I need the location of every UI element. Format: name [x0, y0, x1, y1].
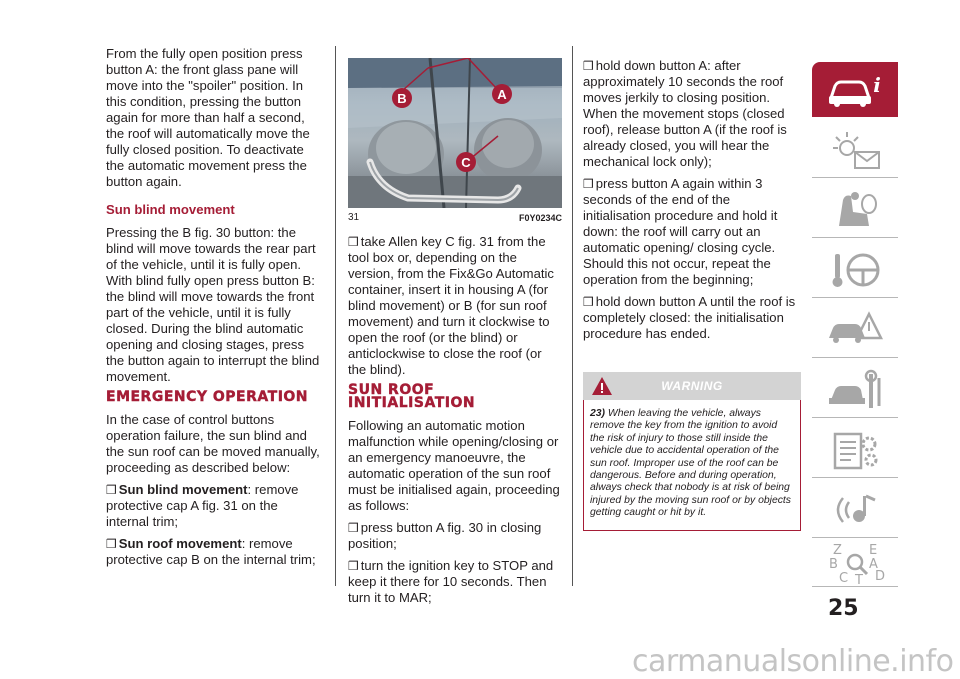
item-bold-label: Sun blind movement: [118, 482, 248, 497]
column-divider: [335, 46, 336, 586]
maintenance-tools-icon: [825, 368, 885, 412]
list-item: [348, 520, 562, 552]
callout-c-label: C: [461, 155, 471, 170]
tab-warning-lights[interactable]: [812, 122, 898, 178]
svg-text:i: i: [873, 72, 881, 97]
index-letters-icon: [825, 542, 885, 586]
index-letter-c: C: [839, 571, 849, 586]
emergency-car-icon: [825, 308, 885, 352]
tab-technical-data[interactable]: [812, 422, 898, 478]
checkbox-bullet-icon: ❒: [583, 59, 594, 73]
item-text: press button A again within 3 seconds of the end of the initialisation procedure and hold it down: the roof will carry out an automatic opening/ closing cycle. Should this not occur, repeat the operation from the beginning;: [583, 176, 778, 287]
safety-seat-icon: [825, 188, 885, 232]
warning-banner: [583, 372, 801, 400]
warning-title: WARNING: [661, 379, 723, 393]
checkbox-bullet-icon: ❒: [583, 295, 594, 309]
checkbox-bullet-icon: ❒: [348, 559, 359, 573]
figure-31-image: [348, 58, 562, 208]
tab-emergency[interactable]: [812, 302, 898, 358]
list-item: [348, 234, 562, 378]
list-item: [583, 176, 801, 288]
warning-box: [583, 400, 801, 531]
emergency-heading: EMERGENCY OPERATION: [106, 389, 309, 405]
item-bold-label: Sun roof movement: [118, 536, 242, 551]
init-paragraph: Following an automatic motion malfunction while opening/closing or an emergency manoeuvre, the automatic operation of the sun roof must be initialised again, proceeding as follows:: [348, 418, 560, 513]
footer-watermark: carmanualsonline.info: [632, 644, 954, 679]
warning-number: 23): [590, 408, 606, 419]
figure-code: F0Y0234C: [518, 213, 562, 223]
index-letter-b: B: [829, 557, 838, 572]
column-divider: [572, 46, 573, 586]
page-number: 25: [828, 596, 859, 621]
list-item: [348, 558, 562, 606]
item-text: : remove protective cap B on the internal trim;: [106, 536, 316, 567]
item-text: hold down button A until the roof is completely closed: the initialisation procedure has ended.: [583, 294, 796, 341]
column-1: [106, 46, 324, 574]
checkbox-bullet-icon: ❒: [106, 537, 117, 551]
index-letter-a: A: [869, 557, 878, 572]
technical-data-icon: [825, 428, 885, 472]
init-heading-line-1: SUN ROOF: [348, 382, 435, 398]
multimedia-icon: [825, 488, 885, 532]
sun-blind-paragraph: Pressing the B fig. 30 button: the blind will move towards the rear part of the vehicle, until it is fully open. With blind fully open press button B: the blind will move towards the front part of the vehicle, until it is fully closed. During the blind automatic opening and closing stages, press the button again to interrupt the blind movement.: [106, 225, 320, 384]
checkbox-bullet-icon: ❒: [583, 177, 594, 191]
car-info-icon: [825, 70, 885, 110]
item-text: press button A fig. 30 in closing position;: [348, 520, 542, 551]
warning-triangle-icon: [591, 376, 613, 396]
tab-maintenance[interactable]: [812, 362, 898, 418]
item-text: take Allen key C fig. 31 from the tool box or, depending on the version, from the Fix&Go Automatic container, insert it in housing A (for blind movement) or B (for sun roof movement) and turn it clockwise to open the roof (or the blind) or anticlockwise to close the roof (or the blind).: [348, 234, 554, 377]
sunroof-interior-illustration: [348, 58, 562, 208]
item-text: hold down button A: after approximately 10 seconds the roof moves jerkily to closing position. When the movement stops (closed roof), release button A (if the roof is already closed, you will hear the mechanical lock only);: [583, 58, 787, 169]
callout-a-label: A: [497, 87, 507, 102]
steering-wheel-icon: [825, 248, 885, 292]
checkbox-bullet-icon: ❒: [348, 521, 359, 535]
index-letter-t: T: [855, 573, 863, 586]
sun-blind-heading: Sun blind movement: [106, 202, 235, 217]
warning-text: When leaving the vehicle, always remove the key from the ignition to avoid the risk of injury to those still inside the vehicle due to accidental operation of the sun roof. Improper use of the roof can be dangerous. Before and during operation, always check that nobody is at risk of being injured by the moving sun roof or by objects getting caught or hit by it.: [590, 408, 791, 519]
emergency-paragraph: In the case of control buttons operation failure, the sun blind and the sun roof can be moved manually, proceeding as described below:: [106, 412, 320, 475]
intro-paragraph: From the fully open position press button A: the front glass pane will move into the "spoiler" position. In this condition, pressing the button again for more than half a second, the roof will automatically move the fully closed position. To deactivate the automatic movement press the button again.: [106, 46, 310, 189]
column-2: [348, 58, 562, 612]
figure-number: 31: [348, 212, 360, 223]
checkbox-bullet-icon: ❒: [348, 235, 359, 249]
item-text: : remove protective cap A fig. 31 on the internal trim;: [106, 482, 299, 529]
figure-caption: [348, 210, 562, 226]
index-letter-e: E: [869, 543, 878, 558]
init-heading-line-2: INITIALISATION: [348, 395, 476, 411]
tab-safety[interactable]: [812, 182, 898, 238]
checkbox-bullet-icon: ❒: [106, 483, 117, 497]
column-3: [583, 58, 801, 531]
warning-lights-icon: [825, 128, 885, 172]
item-text: turn the ignition key to STOP and keep it there for 10 seconds. Then turn it to MAR;: [348, 558, 554, 605]
index-letter-d: D: [875, 569, 885, 584]
callout-b-label: B: [397, 91, 407, 106]
tab-index[interactable]: [812, 542, 898, 587]
list-item: [583, 294, 801, 342]
tab-multimedia[interactable]: [812, 482, 898, 538]
tab-driving[interactable]: [812, 242, 898, 298]
list-item: [106, 536, 324, 568]
index-letter-z: Z: [833, 543, 842, 558]
tab-car-info[interactable]: [812, 62, 898, 117]
list-item: [106, 482, 324, 530]
list-item: [583, 58, 801, 170]
